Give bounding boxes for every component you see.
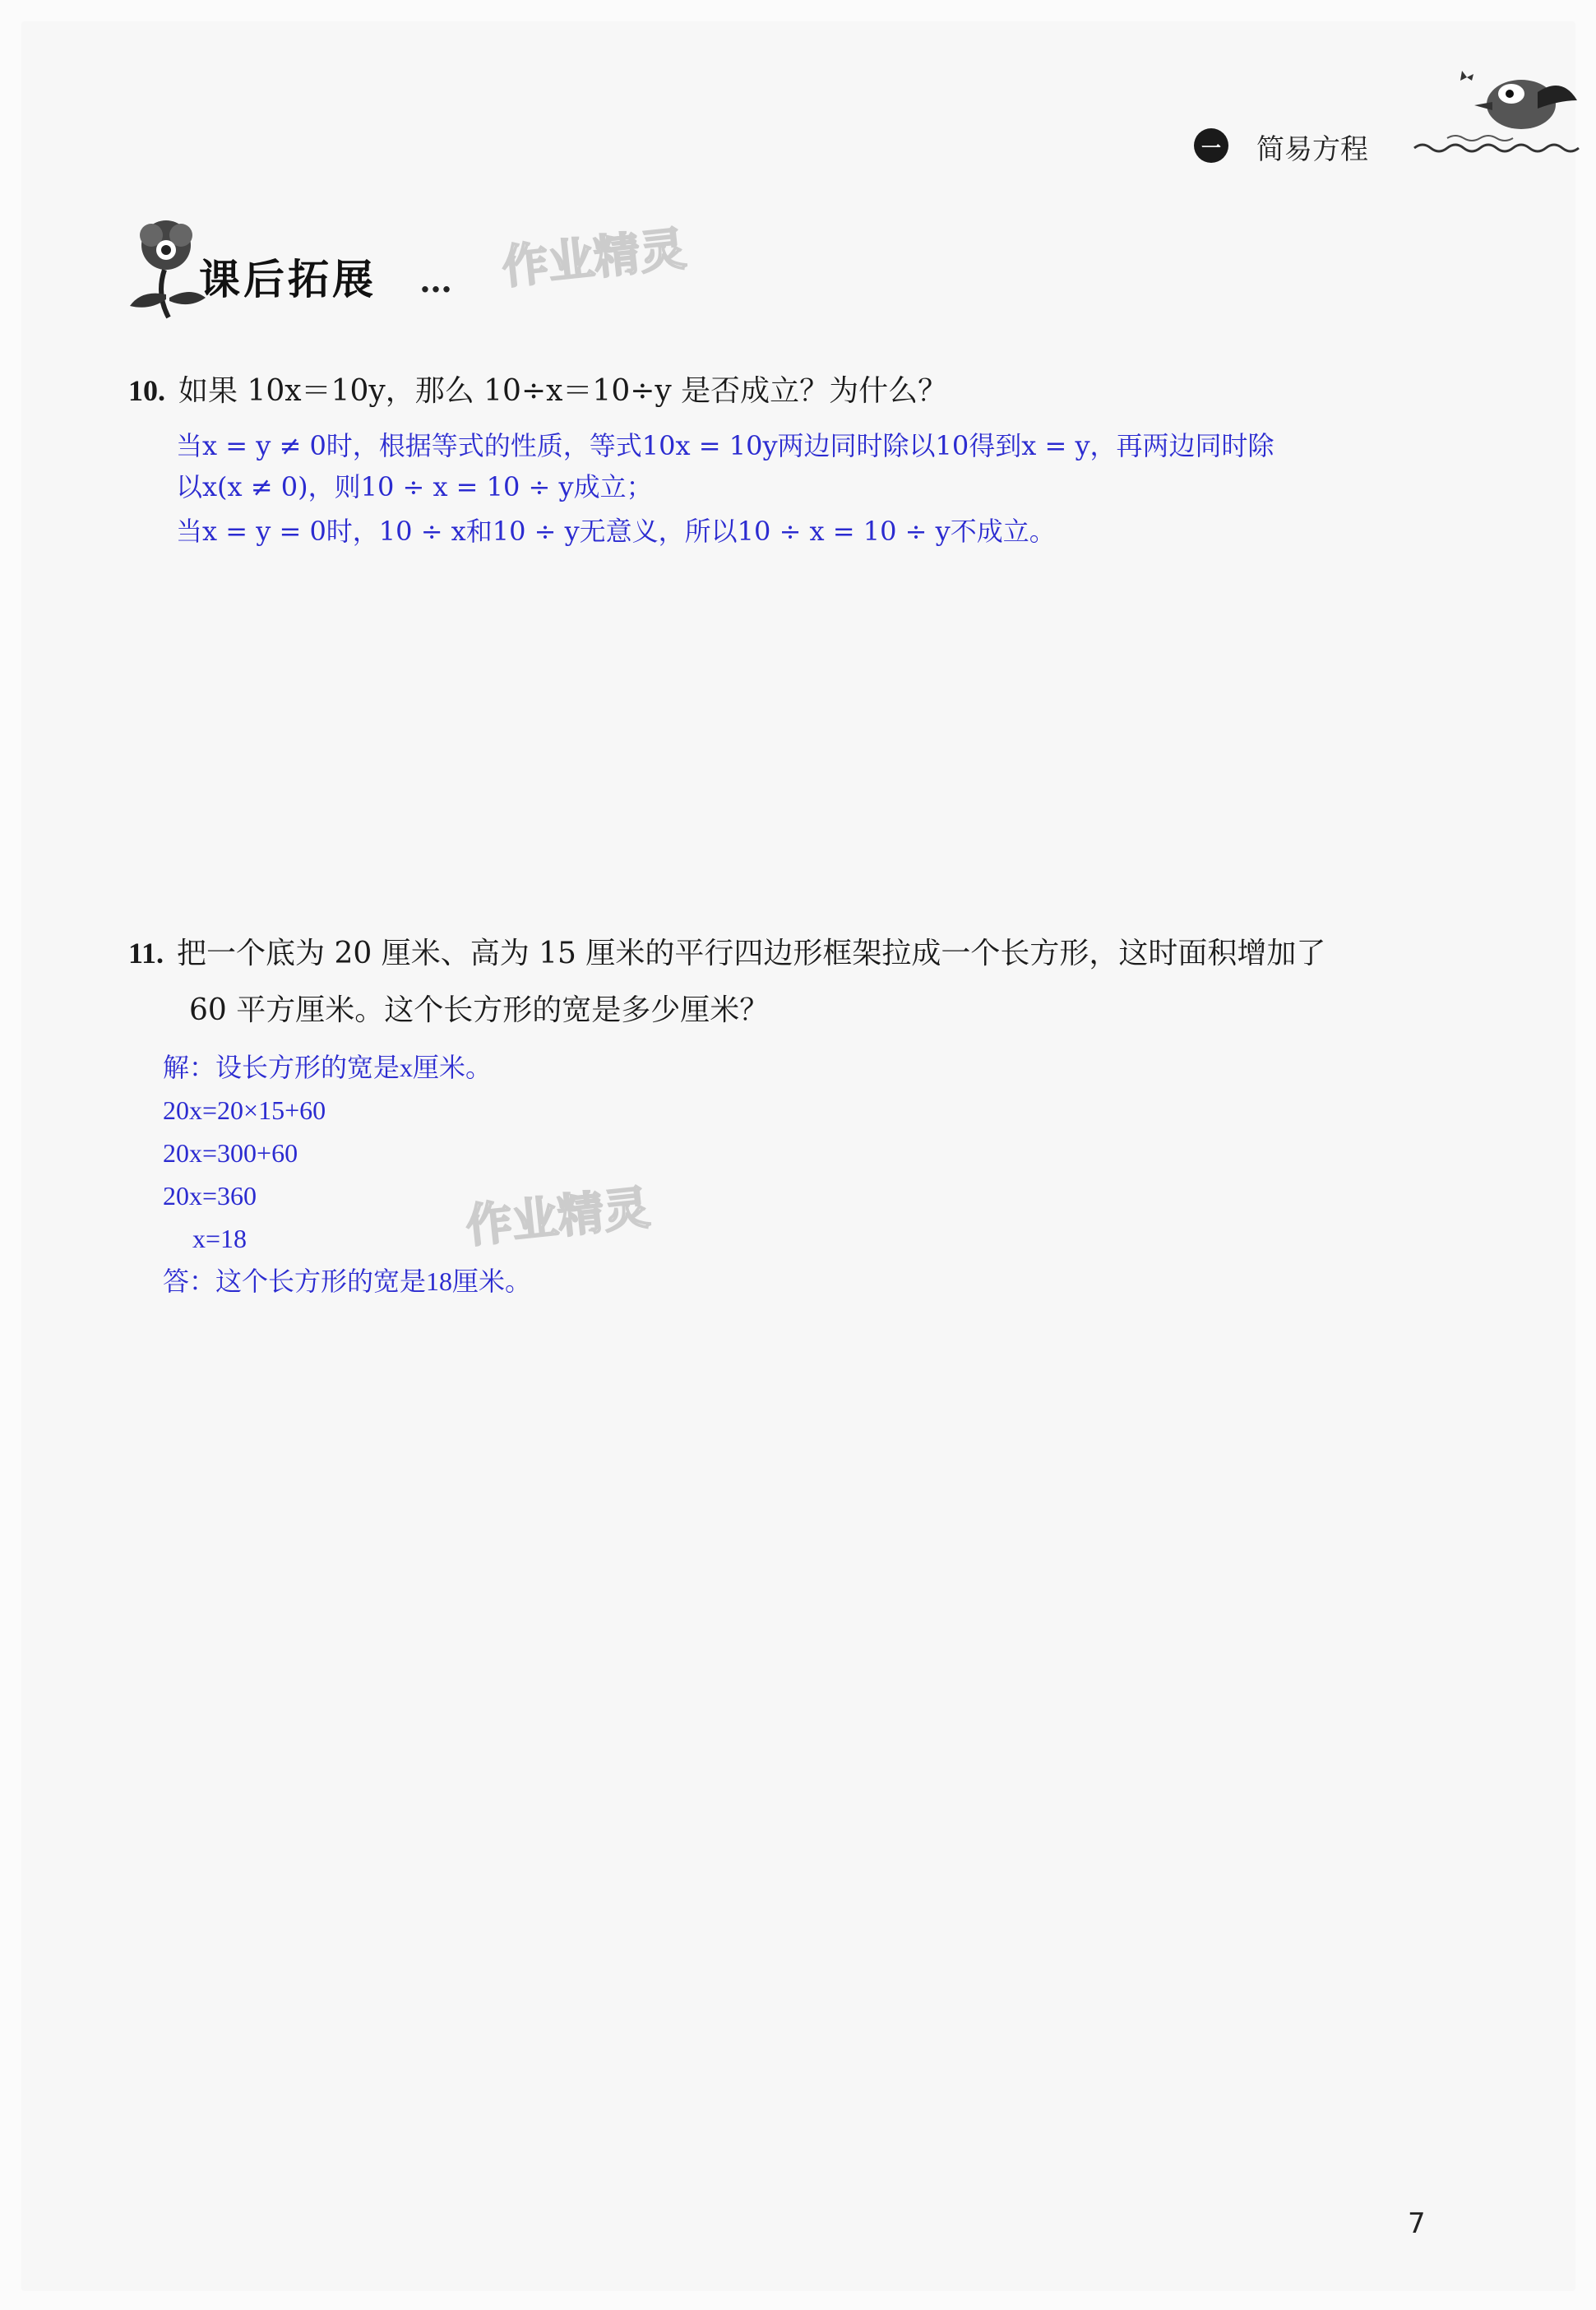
answer-line: x=18 — [192, 1224, 247, 1253]
answer-line: 以x(x ≠ 0)，则10 ÷ x = 10 ÷ y成立； — [176, 471, 653, 502]
page-number: 7 — [1408, 2207, 1426, 2240]
watermark: 作业精灵 — [463, 1181, 653, 1254]
chapter-number-badge: 一 — [1194, 128, 1228, 163]
answer-line: 20x=300+60 — [163, 1138, 298, 1168]
answer-line: 20x=20×15+60 — [163, 1095, 326, 1125]
question-text: 如果 10x＝10y，那么 10÷x＝10÷y 是否成立？为什么？ — [178, 374, 948, 408]
section-banner — [123, 212, 518, 319]
question-number: 11. — [128, 937, 164, 970]
answer-line: 当x = y ≠ 0时，根据等式的性质，等式10x = 10y两边同时除以10得到x = y，再两边同时除 — [176, 430, 1274, 461]
chapter-title: 简易方程 — [1256, 133, 1368, 166]
section-title: 课后拓展 — [199, 255, 377, 303]
question-text: 把一个底为 20 厘米、高为 15 厘米的平行四边形框架拉成一个长方形，这时面积增加了 — [177, 937, 1326, 970]
question-10 — [128, 368, 947, 414]
answer-line: 20x=360 — [163, 1181, 257, 1211]
question-text-continued: 60 平方厘米。这个长方形的宽是多少厘米？ — [189, 993, 770, 1027]
question-11 — [128, 931, 1325, 976]
section-title-dots: … — [419, 262, 456, 300]
answer-line: 答：这个长方形的宽是18厘米。 — [163, 1266, 532, 1296]
bird-illustration-icon — [1398, 59, 1587, 158]
question-number: 10. — [128, 374, 165, 407]
answer-line: 当x = y = 0时，10 ÷ x和10 ÷ y无意义，所以10 ÷ x = 10 ÷ y不成立。 — [176, 516, 1056, 547]
watermark: 作业精灵 — [499, 222, 689, 295]
answer-line: 解：设长方形的宽是x厘米。 — [163, 1053, 493, 1082]
